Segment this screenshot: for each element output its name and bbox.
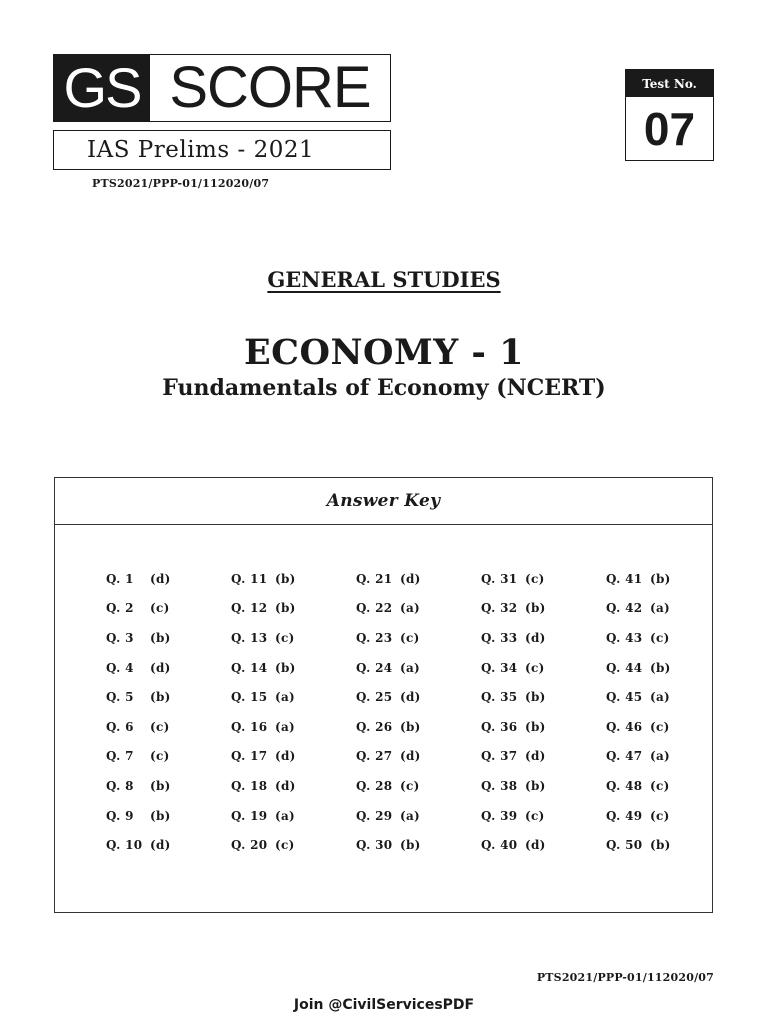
question-number: Q. 8 (106, 778, 134, 793)
answer-option: (a) (650, 690, 671, 705)
question-number: Q. 2 (106, 601, 134, 616)
answer-option: (a) (275, 808, 296, 823)
subject-title: ECONOMY - 1 (244, 332, 524, 373)
exam-title-box (53, 130, 391, 170)
question-number: Q. 20 (231, 838, 268, 853)
question-number: Q. 11 (231, 571, 268, 586)
question-number: Q. 16 (231, 719, 268, 734)
answer-item (231, 623, 356, 653)
answer-key-grid (106, 564, 731, 860)
question-number: Q. 50 (606, 838, 643, 853)
question-number: Q. 32 (481, 601, 518, 616)
question-number: Q. 7 (106, 749, 134, 764)
answer-item (231, 830, 356, 860)
question-number: Q. 14 (231, 660, 268, 675)
question-number: Q. 10 (106, 838, 143, 853)
question-number: Q. 28 (356, 778, 393, 793)
answer-option: (b) (150, 778, 171, 793)
question-number: Q. 29 (356, 808, 393, 823)
logo-gs-block (54, 55, 150, 121)
answer-option: (c) (400, 778, 420, 793)
question-number: Q. 30 (356, 838, 393, 853)
answer-item (356, 594, 481, 624)
answer-option: (b) (525, 778, 546, 793)
subject-subtitle: Fundamentals of Economy (NCERT) (162, 375, 606, 401)
answer-item (231, 594, 356, 624)
question-number: Q. 15 (231, 690, 268, 705)
answer-option: (a) (275, 690, 296, 705)
question-number: Q. 18 (231, 778, 268, 793)
answer-item (106, 623, 231, 653)
question-number: Q. 25 (356, 690, 393, 705)
answer-item (606, 742, 731, 772)
question-number: Q. 13 (231, 630, 268, 645)
question-number: Q. 12 (231, 601, 268, 616)
answer-option: (c) (525, 571, 545, 586)
answer-option: (b) (650, 838, 671, 853)
answer-option: (a) (650, 601, 671, 616)
answer-item (606, 653, 731, 683)
answer-item (481, 594, 606, 624)
answer-item (356, 712, 481, 742)
logo-gs-text: GS (63, 56, 141, 119)
answer-item (231, 801, 356, 831)
answer-option: (d) (400, 571, 421, 586)
answer-option: (b) (150, 690, 171, 705)
answer-option: (a) (400, 660, 421, 675)
answer-item (106, 742, 231, 772)
answer-key-box (54, 477, 713, 913)
answer-item (106, 712, 231, 742)
answer-item (481, 653, 606, 683)
test-number-box (625, 69, 714, 161)
answer-item (356, 771, 481, 801)
question-number: Q. 45 (606, 690, 643, 705)
answer-option: (d) (150, 660, 171, 675)
answer-item (106, 653, 231, 683)
answer-option: (d) (525, 749, 546, 764)
question-number: Q. 41 (606, 571, 643, 586)
question-number: Q. 46 (606, 719, 643, 734)
question-number: Q. 5 (106, 690, 134, 705)
answer-item (356, 742, 481, 772)
question-number: Q. 37 (481, 749, 518, 764)
question-number: Q. 35 (481, 690, 518, 705)
question-number: Q. 27 (356, 749, 393, 764)
answer-option: (a) (650, 749, 671, 764)
answer-option: (d) (275, 778, 296, 793)
question-number: Q. 22 (356, 601, 393, 616)
question-number: Q. 9 (106, 808, 134, 823)
answer-option: (d) (400, 749, 421, 764)
answer-option: (c) (525, 808, 545, 823)
answer-option: (b) (275, 571, 296, 586)
answer-option: (c) (275, 630, 295, 645)
question-number: Q. 17 (231, 749, 268, 764)
answer-item (106, 771, 231, 801)
answer-option: (c) (400, 630, 420, 645)
answer-option: (c) (650, 778, 670, 793)
question-number: Q. 39 (481, 808, 518, 823)
question-number: Q. 34 (481, 660, 518, 675)
answer-option: (a) (400, 601, 421, 616)
answer-option: (d) (150, 571, 171, 586)
answer-item (606, 564, 731, 594)
question-number: Q. 44 (606, 660, 643, 675)
logo-score-text: SCORE (169, 55, 371, 120)
question-number: Q. 48 (606, 778, 643, 793)
answer-item (481, 830, 606, 860)
answer-option: (d) (275, 749, 296, 764)
question-number: Q. 38 (481, 778, 518, 793)
answer-item (606, 594, 731, 624)
answer-item (106, 801, 231, 831)
answer-item (231, 564, 356, 594)
answer-item (606, 771, 731, 801)
answer-option: (c) (150, 749, 170, 764)
answer-option: (c) (650, 719, 670, 734)
answer-item (231, 653, 356, 683)
answer-option: (c) (525, 660, 545, 675)
answer-option: (b) (650, 571, 671, 586)
answer-item (481, 682, 606, 712)
answer-item (231, 742, 356, 772)
question-number: Q. 33 (481, 630, 518, 645)
answer-item (481, 564, 606, 594)
gs-score-logo (53, 54, 391, 122)
answer-item (606, 712, 731, 742)
answer-option: (c) (275, 838, 295, 853)
answer-option: (d) (525, 838, 546, 853)
answer-option: (b) (400, 838, 421, 853)
answer-option: (d) (400, 690, 421, 705)
question-number: Q. 24 (356, 660, 393, 675)
answer-item (356, 564, 481, 594)
answer-option: (c) (150, 719, 170, 734)
answer-item (481, 742, 606, 772)
answer-item (231, 682, 356, 712)
question-number: Q. 19 (231, 808, 268, 823)
test-number-value: 07 (643, 102, 696, 155)
answer-item (106, 682, 231, 712)
answer-item (106, 594, 231, 624)
answer-item (606, 623, 731, 653)
answer-option: (c) (650, 630, 670, 645)
answer-item (356, 653, 481, 683)
question-number: Q. 49 (606, 808, 643, 823)
question-number: Q. 40 (481, 838, 518, 853)
answer-item (106, 564, 231, 594)
answer-option: (b) (525, 719, 546, 734)
answer-item (231, 712, 356, 742)
answer-option: (d) (150, 838, 171, 853)
question-number: Q. 47 (606, 749, 643, 764)
answer-option: (c) (650, 808, 670, 823)
answer-option: (b) (400, 719, 421, 734)
question-number: Q. 43 (606, 630, 643, 645)
question-number: Q. 4 (106, 660, 134, 675)
answer-item (606, 801, 731, 831)
question-number: Q. 6 (106, 719, 134, 734)
question-number: Q. 31 (481, 571, 518, 586)
answer-option: (b) (275, 660, 296, 675)
answer-option: (b) (275, 601, 296, 616)
exam-title: IAS Prelims - 2021 (87, 137, 315, 163)
answer-item (481, 801, 606, 831)
section-heading: GENERAL STUDIES (267, 267, 501, 292)
answer-option: (b) (525, 601, 546, 616)
answer-item (106, 830, 231, 860)
answer-item (356, 830, 481, 860)
question-number: Q. 42 (606, 601, 643, 616)
answer-option: (b) (150, 808, 171, 823)
document-code-bottom: PTS2021/PPP-01/112020/07 (536, 971, 714, 984)
answer-option: (a) (275, 719, 296, 734)
answer-item (481, 623, 606, 653)
test-number-label: Test No. (626, 70, 713, 97)
answer-item (606, 830, 731, 860)
answer-option: (b) (150, 630, 171, 645)
question-number: Q. 23 (356, 630, 393, 645)
answer-option: (d) (525, 630, 546, 645)
question-number: Q. 36 (481, 719, 518, 734)
join-channel-text: Join @CivilServicesPDF (293, 997, 475, 1013)
answer-item (481, 712, 606, 742)
document-code-top: PTS2021/PPP-01/112020/07 (92, 177, 270, 190)
answer-option: (b) (650, 660, 671, 675)
answer-item (231, 771, 356, 801)
question-number: Q. 21 (356, 571, 393, 586)
answer-item (356, 801, 481, 831)
answer-option: (a) (400, 808, 421, 823)
question-number: Q. 3 (106, 630, 134, 645)
question-number: Q. 1 (106, 571, 134, 586)
answer-item (481, 771, 606, 801)
answer-item (356, 682, 481, 712)
answer-option: (c) (150, 601, 170, 616)
answer-item (356, 623, 481, 653)
answer-option: (b) (525, 690, 546, 705)
answer-key-heading: Answer Key (55, 478, 712, 525)
answer-item (606, 682, 731, 712)
question-number: Q. 26 (356, 719, 393, 734)
